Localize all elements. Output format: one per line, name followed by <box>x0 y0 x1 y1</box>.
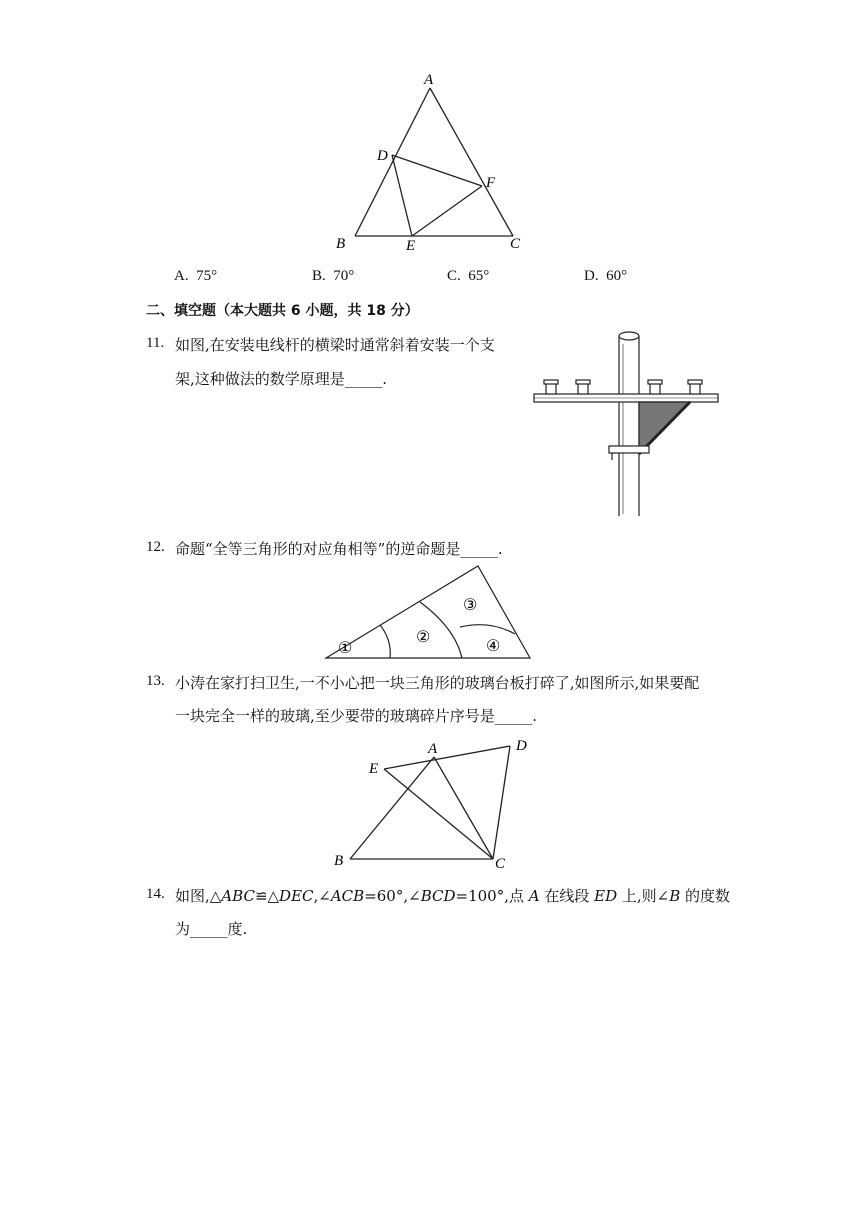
piece-3: ③ <box>463 597 478 614</box>
option-c: C. 65° <box>447 268 490 284</box>
side-dc <box>493 746 510 859</box>
label-e: E <box>406 238 416 254</box>
option-b: B. 70° <box>312 268 355 284</box>
q12-number: 12. <box>146 539 165 555</box>
congruent-triangles-figure <box>330 734 540 874</box>
option-d: D. 60° <box>584 268 628 284</box>
side-ba <box>350 757 434 859</box>
q14-line2: 为_____度. <box>175 920 248 938</box>
segment-ef <box>412 186 482 236</box>
segment-de <box>392 155 412 236</box>
segment-ed <box>384 746 510 769</box>
utility-pole-figure <box>520 324 725 520</box>
q11-number: 11. <box>146 335 165 351</box>
side-ab <box>355 88 430 236</box>
label-a: A <box>428 741 438 757</box>
piece-1: ① <box>338 640 353 657</box>
option-a: A. 75° <box>174 268 218 284</box>
q14-number: 14. <box>146 886 165 902</box>
side-ac <box>434 757 493 859</box>
segment-df <box>392 155 482 186</box>
label-a: A <box>424 72 434 88</box>
q13-line2: 一块完全一样的玻璃,至少要带的玻璃碎片序号是_____. <box>175 707 538 725</box>
label-b: B <box>336 236 346 252</box>
label-d: D <box>377 148 388 164</box>
q11-line1: 如图,在安装电线杆的横梁时通常斜着安装一个支 <box>175 336 495 354</box>
label-f: F <box>486 175 496 191</box>
label-c: C <box>495 856 506 872</box>
triangle-def-figure <box>330 66 530 256</box>
side-ec <box>384 769 493 859</box>
label-e: E <box>369 761 379 777</box>
piece-4: ④ <box>486 638 501 655</box>
q12-line1: 命题“全等三角形的对应角相等”的逆命题是_____. <box>175 540 503 558</box>
q13-number: 13. <box>146 673 165 689</box>
piece-2: ② <box>416 629 431 646</box>
section-header: 二、填空题（本大题共 6 小题，共 18 分） <box>146 303 419 319</box>
q11-line2: 架,这种做法的数学原理是_____. <box>175 370 388 388</box>
q13-line1: 小涛在家打扫卫生,一不小心把一块三角形的玻璃台板打碎了,如图所示,如果要配 <box>175 674 700 692</box>
broken-glass-figure <box>320 562 535 662</box>
label-c: C <box>510 236 521 252</box>
q14-line1: 如图,△ABC≌△DEC,∠ACB=60°,∠BCD=100°,点 A 在线段 ED 上,则∠B 的度数 <box>175 887 731 905</box>
label-d: D <box>516 738 527 754</box>
label-b: B <box>334 853 344 869</box>
